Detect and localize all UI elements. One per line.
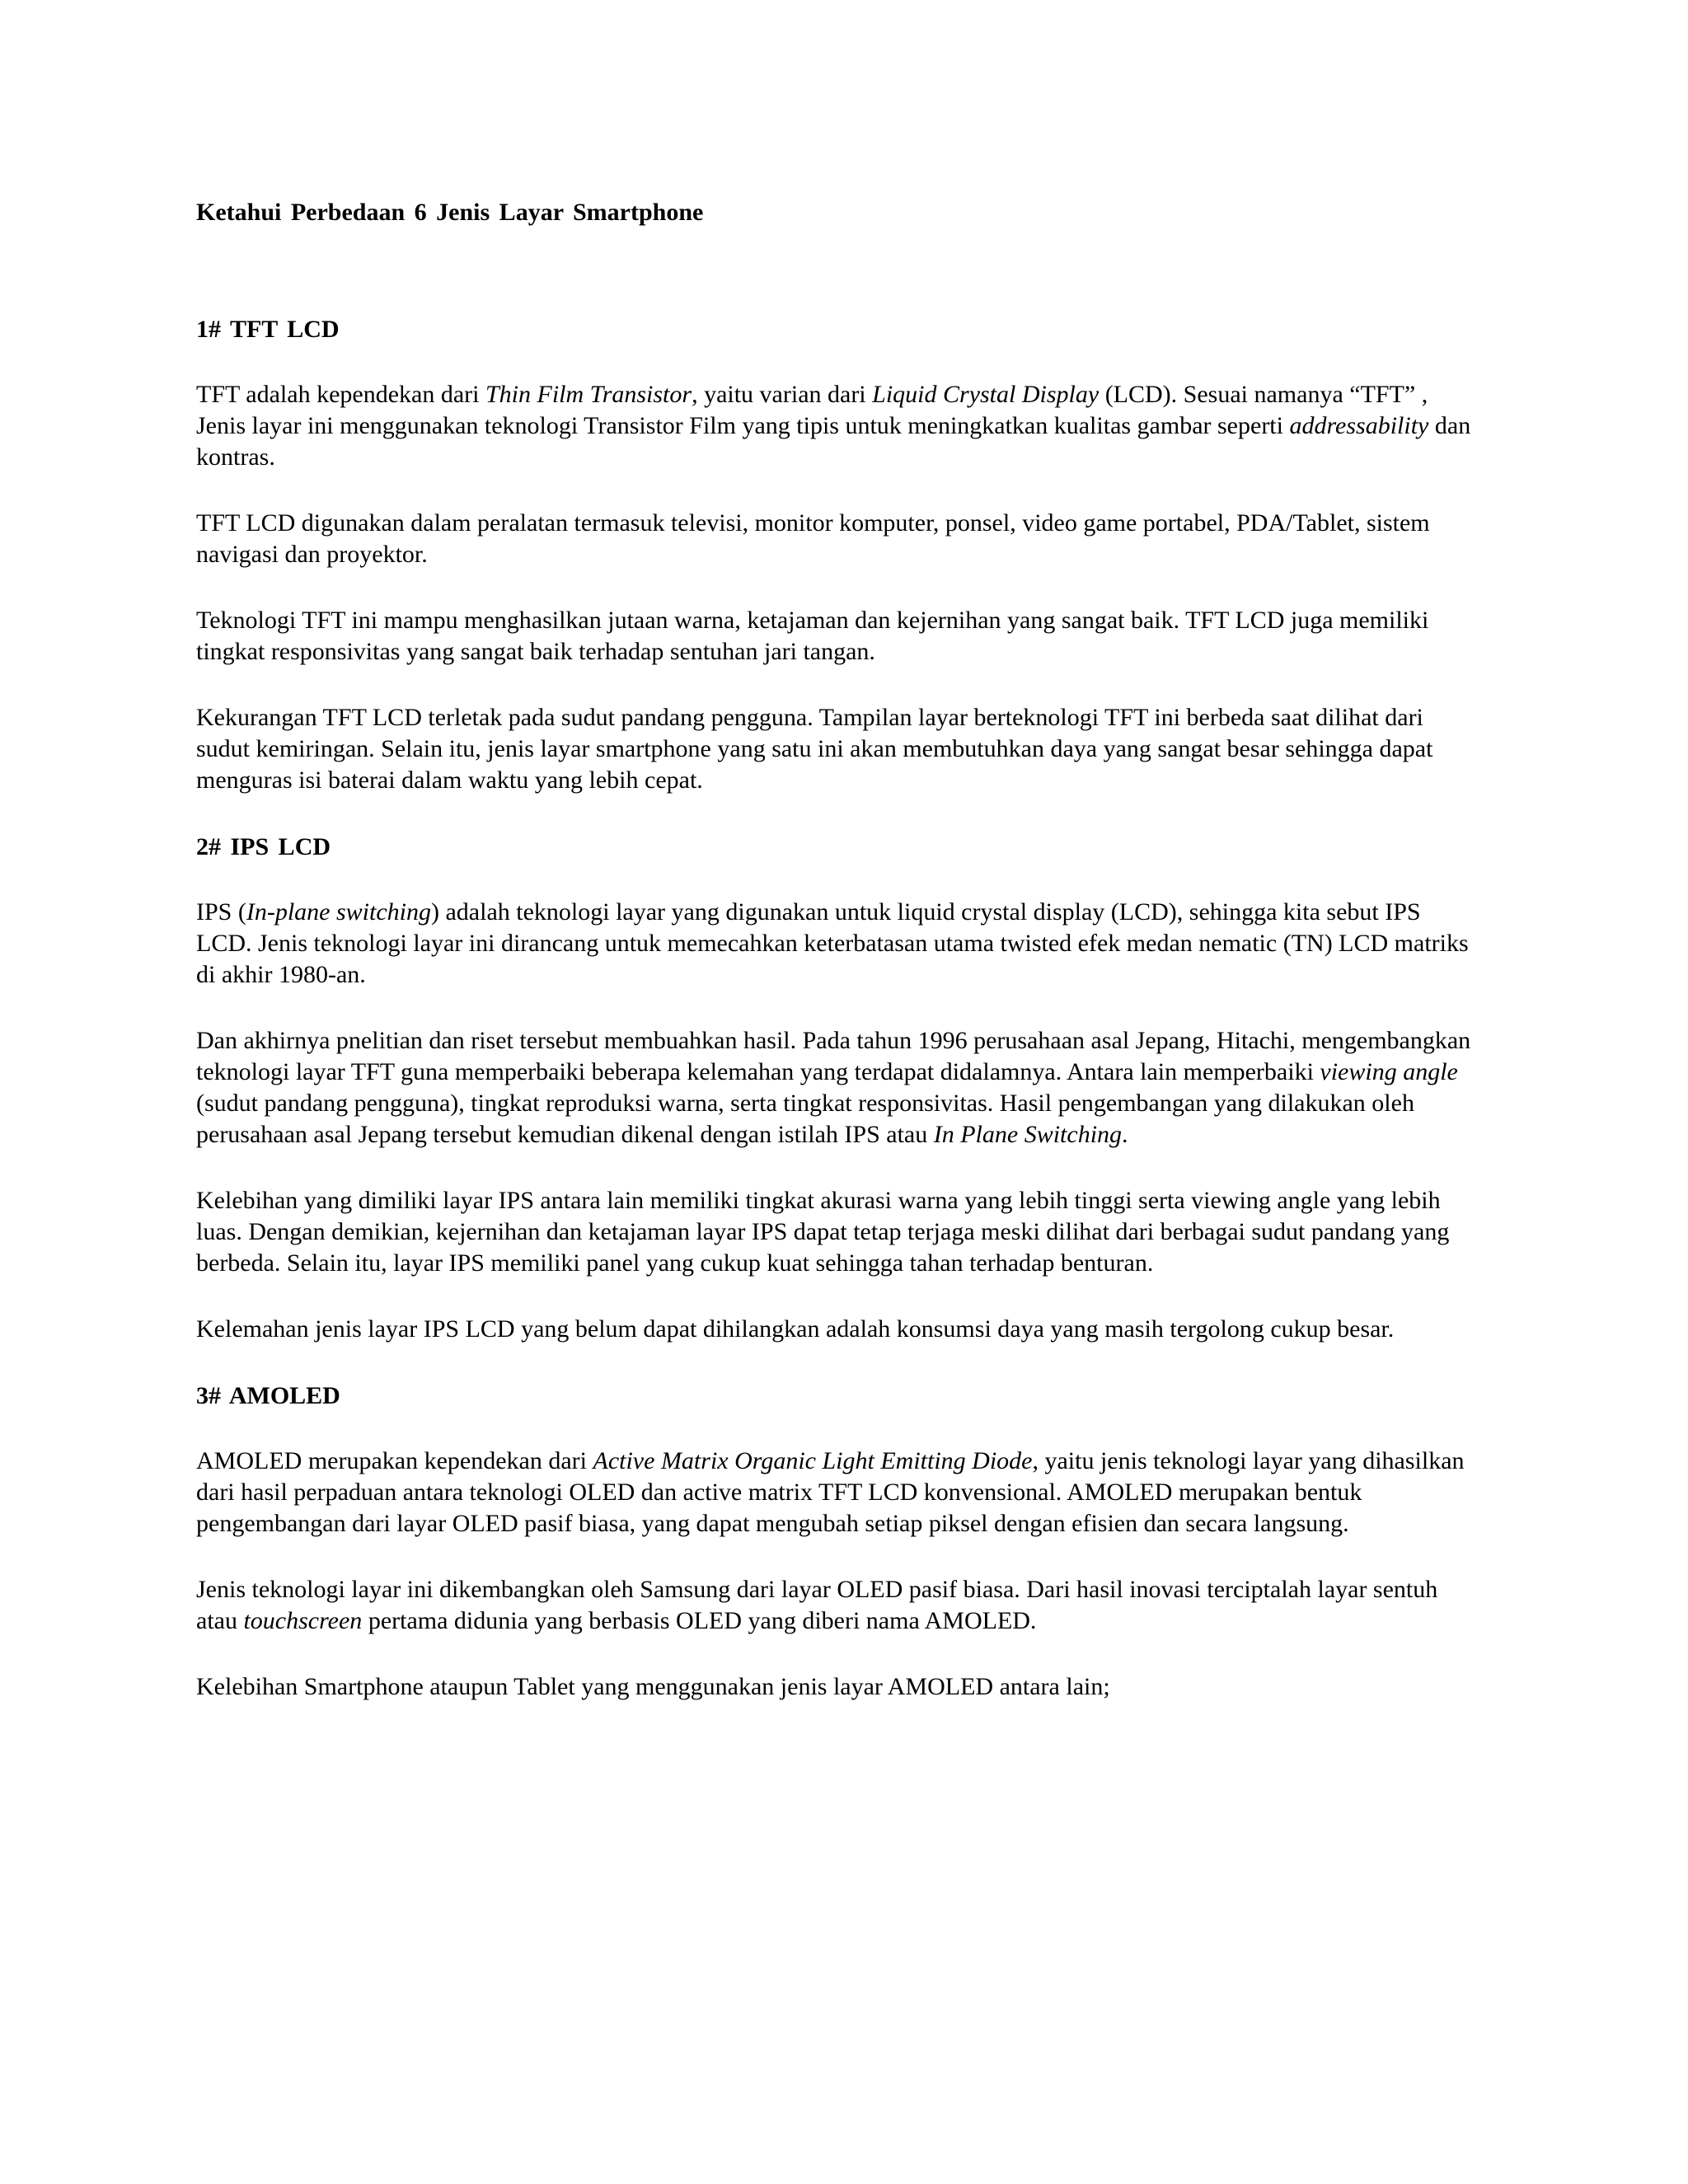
paragraph	[196, 1025, 1474, 1151]
text-run: TFT adalah kependekan dari	[196, 381, 485, 408]
document-title: Ketahui Perbedaan 6 Jenis Layar Smartphone	[196, 199, 704, 226]
text-run: , yaitu jenis teknologi layar yang dihasilkan dari hasil perpaduan antara teknologi OLED dan active matrix TFT LCD konvensional. AMOLED merupakan bentuk pengembangan dari layar OLED pasif biasa, yang dapat mengubah setiap piksel dengan efisien dan secara langsung.	[196, 1447, 1465, 1537]
italic-run: Thin Film Transistor	[485, 381, 692, 408]
section-2	[196, 831, 1474, 1345]
paragraph	[196, 605, 1474, 668]
paragraph	[196, 508, 1474, 570]
paragraph	[196, 1185, 1474, 1279]
paragraph	[196, 897, 1474, 991]
text-run: Jenis teknologi layar ini dikembangkan oleh Samsung dari layar OLED pasif biasa. Dari hasil inovasi terciptalah layar sentuh atau	[196, 1576, 1438, 1634]
text-run: .	[1122, 1121, 1128, 1148]
italic-run: Active Matrix Organic Light Emitting Diode	[593, 1447, 1033, 1474]
text-run: IPS (	[196, 898, 246, 926]
italic-run: addressability	[1289, 412, 1429, 439]
italic-run: viewing angle	[1320, 1058, 1458, 1085]
text-run: Teknologi TFT ini mampu menghasilkan jutaan warna, ketajaman dan kejernihan yang sangat baik. TFT LCD juga memiliki tingkat responsivitas yang sangat baik terhadap sentuhan jari tangan.	[196, 607, 1429, 665]
section-3	[196, 1380, 1474, 1703]
text-run: ) adalah teknologi layar yang digunakan untuk liquid crystal display (LCD), sehingga kita sebut IPS LCD. Jenis teknologi layar ini dirancang untuk memecahkan keterbatasan utama twisted efek medan nematic (TN) LCD matriks di akhir 1980-an.	[196, 898, 1469, 988]
section-heading: 2# IPS LCD	[196, 833, 331, 860]
paragraph	[196, 1314, 1474, 1345]
text-run: Kelebihan Smartphone ataupun Tablet yang menggunakan jenis layar AMOLED antara lain;	[196, 1673, 1110, 1700]
text-run: pertama didunia yang berbasis OLED yang diberi nama AMOLED.	[362, 1607, 1037, 1634]
text-run: (sudut pandang pengguna), tingkat reproduksi warna, serta tingkat responsivitas. Hasil pengembangan yang dilakukan oleh perusahaan asal Jepang tersebut kemudian dikenal dengan istilah IPS atau	[196, 1090, 1414, 1148]
paragraph	[196, 1446, 1474, 1540]
text-run: Kelebihan yang dimiliki layar IPS antara lain memiliki tingkat akurasi warna yang lebih tinggi serta viewing angle yang lebih luas. Dengan demikian, kejernihan dan ketajaman layar IPS dapat tetap terjaga meski dilihat dari berbagai sudut pandang yang berbeda. Selain itu, layar IPS memiliki panel yang cukup kuat sehingga tahan terhadap benturan.	[196, 1187, 1450, 1277]
text-run: , yaitu varian dari	[692, 381, 873, 408]
italic-run: touchscreen	[243, 1607, 363, 1634]
text-run: dan kontras.	[196, 412, 1471, 471]
section-heading: 1# TFT LCD	[196, 316, 340, 343]
document-body	[196, 313, 1474, 1703]
text-run: Kekurangan TFT LCD terletak pada sudut pandang pengguna. Tampilan layar berteknologi TFT ini berbeda saat dilihat dari sudut kemiringan. Selain itu, jenis layar smartphone yang satu ini akan membutuhkan daya yang sangat besar sehingga dapat menguras isi baterai dalam waktu yang lebih cepat.	[196, 704, 1433, 794]
paragraph	[196, 702, 1474, 796]
italic-run: In-plane switching	[246, 898, 431, 926]
paragraph	[196, 1671, 1474, 1703]
text-run: Dan akhirnya pnelitian dan riset tersebut membuahkan hasil. Pada tahun 1996 perusahaan asal Jepang, Hitachi, mengembangkan teknologi layar TFT guna memperbaiki beberapa kelemahan yang terdapat didalamnya. Antara lain memperbaiki	[196, 1027, 1471, 1085]
text-run: TFT LCD digunakan dalam peralatan termasuk televisi, monitor komputer, ponsel, video game portabel, PDA/Tablet, sistem navigasi dan proyektor.	[196, 509, 1430, 568]
paragraph	[196, 1574, 1474, 1637]
text-run: (LCD). Sesuai namanya “TFT” , Jenis layar ini menggunakan teknologi Transistor Film yang tipis untuk meningkatkan kualitas gambar seperti	[196, 381, 1428, 439]
text-run: AMOLED merupakan kependekan dari	[196, 1447, 593, 1474]
italic-run: Liquid Crystal Display	[872, 381, 1100, 408]
paragraph	[196, 379, 1474, 473]
section-heading: 3# AMOLED	[196, 1382, 340, 1409]
text-run: Kelemahan jenis layar IPS LCD yang belum dapat dihilangkan adalah konsumsi daya yang masih tergolong cukup besar.	[196, 1315, 1395, 1343]
section-1	[196, 313, 1474, 796]
italic-run: In Plane Switching	[933, 1121, 1123, 1148]
